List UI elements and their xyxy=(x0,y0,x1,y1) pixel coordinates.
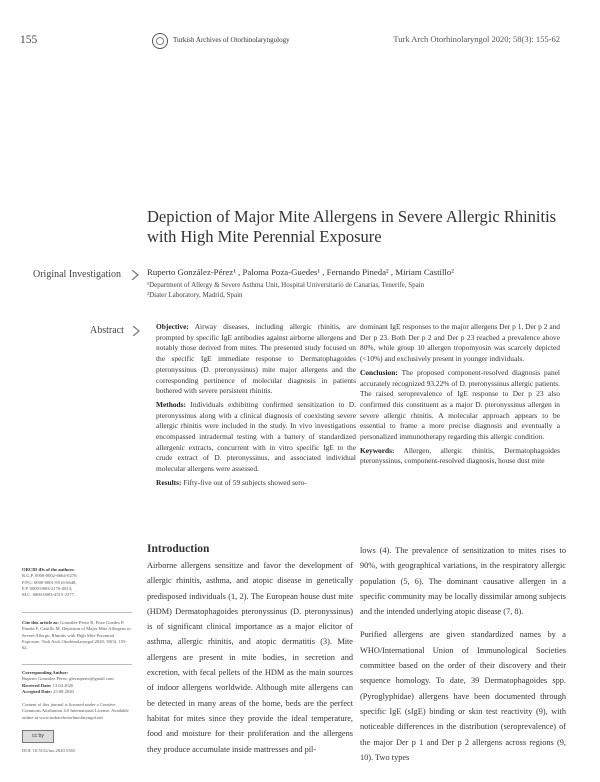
orcid-line: P.P.G. 0000-0001-8516-6648; xyxy=(22,579,77,585)
journal-logo-icon xyxy=(152,33,168,49)
article-title: Depiction of Major Mite Allergens in Severe Allergic Rhinitis with High Mite Perennial Exposure xyxy=(147,207,557,246)
objective-text: Airway diseases, including allergic rhinitis, are prompted by specific IgE antibodies against airborne allergens and notably those derived from mites. The presented study focused on the specific IgE immediate response to Dermatophagoides pteronyssinus (D. pteronyssinus) mite major allergens and the corresponding pertinence of molecular diagnosis in patients bothered with severe persistent rhinitis. xyxy=(156,322,356,396)
keywords-heading: Keywords: xyxy=(360,445,395,455)
conclusion-text: The proposed component-resolved diagnosis panel accurately recognized 93.22% of D. pteronyssinus allergic patients. The raised seroprevalence of IgE response to Der p 23 also confirmed this constituent as a major D. pteronyssinus allergen in severe allergic rhinitis. A molecular approach appears to be essential to frame a more precise diagnosis and eventually a personalized immunotherapy regarding this allergic condition. xyxy=(360,367,560,442)
journal-name: Turkish Archives of Otorhinolaryngology xyxy=(173,36,290,44)
accepted-heading: Accepted Date: xyxy=(22,688,52,694)
correspondence-block xyxy=(22,670,132,695)
results-text: Fifty-five out of 59 subjects showed sero- xyxy=(183,477,307,487)
objective-heading: Objective: xyxy=(156,322,189,331)
abstract-label: Abstract xyxy=(90,325,124,336)
sidebar-divider xyxy=(22,612,132,613)
accepted-date: 25.08.2020 xyxy=(53,688,74,694)
body-paragraph: Airborne allergens sensitize and favor the development of allergic rhinitis, asthma, and atopic disease in genetically predisposed individuals (1, 2). The European house dust mite (HDM) Dermatophagoides pteronyssinus (D. pteronyssinus) is of significant clinical importance as a major elicitor of asthma, allergic rhinitis, and atopic dermatitis (3). Mite allergens are present in mite bodies, in secretion and excretion, with fecal pellets of the HDM as the main sources of indoor allergens worldwide. Although mite allergens can be detected in many areas of the home, beds are the perfect habitat for mites since they provide the ideal temperature, food and moisture for their proliferation and the allergens they produce accumulate inside mattresses and pil- xyxy=(147,561,353,754)
abstract-column-right xyxy=(360,322,560,470)
methods-text: Individuals exhibiting confirmed sensitization to D. pteronyssinus along with a clinical diagnosis of coexisting severe allergic rhinitis were included in the study. In vivo investigations encompassed intradermal testing with a battery of standardized allergenic extracts, concurrent with in vitro specific IgE to the crude extract of D. pteronyssinus, and associated individual molecular allergens were assessed. xyxy=(156,399,356,474)
section-label-text: Original Investigation xyxy=(33,269,122,280)
results-heading: Results: xyxy=(156,477,182,487)
affiliation-2: ²Diater Laboratory, Madrid, Spain xyxy=(147,291,243,299)
author-list xyxy=(147,267,572,277)
doi-text: DOI: 10.5152/tao.2020.5365 xyxy=(22,748,76,753)
orcid-block xyxy=(22,567,132,598)
received-date: 13.04.2020 xyxy=(52,682,74,688)
chevron-right-icon xyxy=(131,326,141,336)
license-text: Content of this journal is licensed under a Creative Commons Attribution 4.0 International License. Available online at www.turkarchotorhinolaryngol.net xyxy=(22,702,129,720)
body-paragraph: lows (4). The prevalence of sensitization to mites rises to 90%, with geographical variations, in the respiratory allergic population (5, 6). The dominant causative allergen in a specific community may be locally dissimilar among subjects and the intended underlying atopic disease (7, 8). xyxy=(360,546,566,617)
received-heading: Received Date: xyxy=(22,682,52,688)
corresponding-text: Ruperto González Pérez; glezruperto@gmail.com xyxy=(22,676,114,682)
sidebar-divider xyxy=(22,664,132,665)
page-number: 155 xyxy=(20,34,38,46)
body-column-left xyxy=(147,558,353,765)
chevron-right-icon xyxy=(130,270,140,280)
cite-heading: Cite this article as: xyxy=(22,620,59,625)
cc-license-badge: cc by xyxy=(22,730,54,743)
conclusion-heading: Conclusion: xyxy=(360,367,398,377)
journal-citation: Turk Arch Otorhinolaryngol 2020; 58(3): 155-62 xyxy=(393,34,560,44)
orcid-line: R.G.P. 0000-0002-6664-0276; xyxy=(22,573,78,579)
results-continued: dominant IgE responses to the major allergens Der p 1, Der p 2 and Der p 23. Both Der p 2 and Der p 23 reached a prevalence above 80%, while group 10 allergen tropomyosin was scarcely depicted (<10%) and exclusively present in younger individuals. xyxy=(360,322,560,364)
methods-heading: Methods: xyxy=(156,399,186,409)
orcid-line: M.C. 0000-0003-4515-2377. xyxy=(22,592,76,598)
cite-text: González-Pérez R, Poza-Guedes P, Pineda F, Castillo M. Depiction of Major Mite Allergens in Severe Allergic Rhinitis with High Mite Perennial Exposure. Turk Arch Otorhinolaryngol 2020; 58(3): 155-62. xyxy=(22,620,131,651)
orcid-heading: ORCID iDs of the authors: xyxy=(22,567,75,572)
corresponding-heading: Corresponding Author: xyxy=(22,670,69,675)
authors-text: Ruperto González-Pérez¹ , Paloma Poza-Guedes¹ , Fernando Pineda² , Miriam Castillo² xyxy=(147,267,454,277)
introduction-heading: Introduction xyxy=(147,543,210,555)
cite-block xyxy=(22,620,132,651)
keywords-text: Allergen, allergic rhinitis, Dermatophagoides pteronyssinus, component-resolved diagnosis, house dust mite xyxy=(360,445,560,466)
affiliation-1: ¹Department of Allergy & Severe Asthma Unit, Hospital Universitario de Canarias, Tenerife, Spain xyxy=(147,281,425,289)
abstract-column-left xyxy=(156,322,356,492)
section-label xyxy=(33,269,121,280)
orcid-line: F.P. 0000-0003-2170-0013; xyxy=(22,585,73,591)
body-paragraph: Purified allergens are given standardized names by a WHO/International Union of Immunological Societies committee based on the order of their discovery and their sequence homology. To date, 39 Dermatophagoides spp. (Pyroglyphidae) allergens have been documented through specific IgE (sIgE) binding or skin test reactivity (9), with noticeable differences in the distribution (seroprevalence) of the major Der p 1 and Der p 2 allergens across regions (9, 10). Two types xyxy=(360,630,566,762)
body-column-right xyxy=(360,543,566,773)
